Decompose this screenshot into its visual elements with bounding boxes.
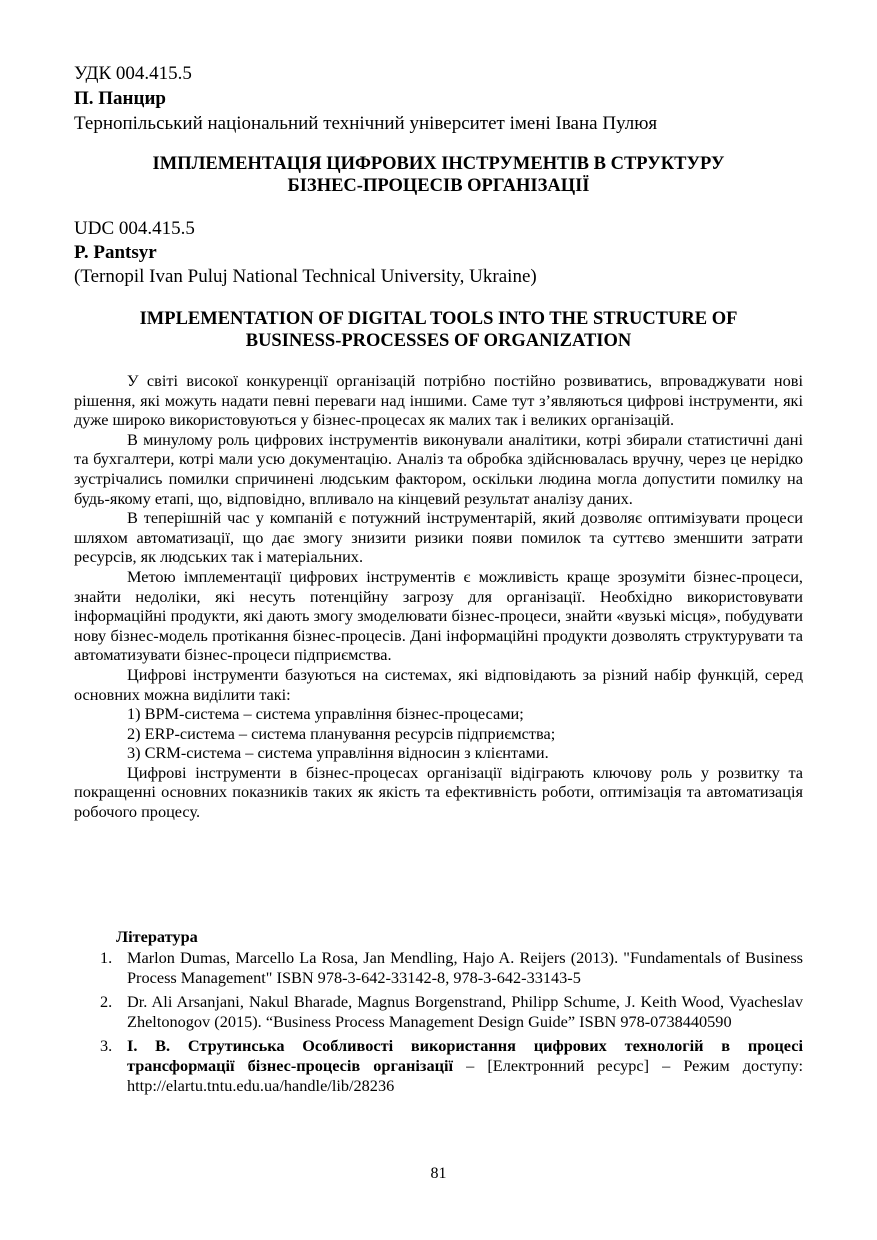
reference-item [74,1036,803,1096]
reference-number: 1. [100,948,113,967]
title-en [74,308,803,352]
reference-number: 2. [100,992,113,1011]
affiliation-ua: Тернопільський національний технічний університет імені Івана Пулюя [74,113,658,134]
reference-title-bold: І. В. Струтинська Особливості використання цифрових технологій в процесі трансформації бізнес-процесів організації [127,1036,803,1075]
author-ua: П. Панцир [74,88,166,109]
title-en-line1: IMPLEMENTATION OF DIGITAL TOOLS INTO THE STRUCTURE OF [139,309,738,329]
affiliation-en: (Ternopil Ivan Puluj National Technical University, Ukraine) [74,266,537,287]
references-title: Література [116,927,198,946]
paragraph-5: Цифрові інструменти базуються на системах, які відповідають за різний набір функцій, серед основних можна виділити такі: [74,664,803,704]
reference-text: – [Електронний ресурс] – Режим доступу: http://elartu.tntu.edu.ua/handle/lib/28236 [127,1056,803,1095]
title-ua [74,153,803,197]
reference-text: Dr. Ali Arsanjani, Nakul Bharade, Magnus Borgenstrand, Philipp Schume, J. Keith Wood, Vyacheslav Zheltonogov (2015). “Business Process Management Design Guide” ISBN 978-0738440590 [127,992,803,1031]
title-ua-line1: ІМПЛЕМЕНТАЦІЯ ЦИФРОВИХ ІНСТРУМЕНТІВ В СТРУКТУРУ [152,154,725,174]
page-number: 81 [430,1165,447,1182]
author-en: P. Pantsyr [74,242,157,263]
reference-text: Marlon Dumas, Marcello La Rosa, Jan Mendling, Hajo A. Reijers (2013). "Fundamentals of Business Process Management" ISBN 978-3-642-33142-8, 978-3-642-33143-5 [127,948,803,987]
udk-code: УДК 004.415.5 [74,63,192,84]
abstract-body [74,371,803,822]
reference-item [74,992,803,1032]
references-list [74,948,803,1100]
paragraph-4: Метою імплементації цифрових інструментів є можливість краще зрозуміти бізнес-процеси, знайти недоліки, які несуть потенційну загрозу для організації. Необхідно використовувати інформаційні продукти, які дають змогу змоделювати бізнес-процеси, знайти «вузькі місця», побудувати нову бізнес-модель протікання бізнес-процесів. Дані інформаційні продукти дозволять структурувати та автоматизувати бізнес-процеси підприємства. [74,566,803,665]
list-item: 3) CRM-система – система управління відносин з клієнтами. [127,743,549,763]
paragraph-6: Цифрові інструменти в бізнес-процесах організації відіграють ключову роль у розвитку та покращенні основних показників таких як якість та ефективність роботи, оптимізація та автоматизація робочого процесу. [74,762,803,822]
list-item: 2) ERP-система – система планування ресурсів підприємства; [127,723,556,743]
systems-list [74,704,803,763]
title-en-line2: BUSINESS-PROCESSES OF ORGANIZATION [245,331,632,351]
udc-code: UDC 004.415.5 [74,218,195,239]
paragraph-2: В минулому роль цифрових інструментів виконували аналітики, котрі збирали статистичні дані та бухгалтери, котрі мали усю документацію. Аналіз та обробка здійснювалась вручну, через це нерідко зустрічались помилки спричинені людським фактором, оскільки людина могла допустити помилку на будь-якому етапі, що, відповідно, впливало на кінцевий результат аналізу даних. [74,429,803,508]
reference-number: 3. [100,1036,113,1055]
paragraph-3: В теперішній час у компаній є потужний інструментарій, який дозволяє оптимізувати процеси шляхом автоматизації, що дає змогу знизити ризики появи помилок та суттєво зменшити затрати ресурсів, як людських так і матеріальних. [74,508,803,567]
list-item: 1) BPM-система – система управління бізнес-процесами; [127,704,524,724]
reference-item [74,948,803,988]
paragraph-1: У світі високої конкуренції організацій потрібно постійно розвиватись, впроваджувати нові рішення, які можуть надати певні переваги над іншими. Саме тут з’являються цифрові інструменти, які дуже широко використовуються у бізнес-процесах як малих так і великих організацій. [74,371,803,430]
title-ua-line2: БІЗНЕС-ПРОЦЕСІВ ОРГАНІЗАЦІЇ [287,176,590,196]
